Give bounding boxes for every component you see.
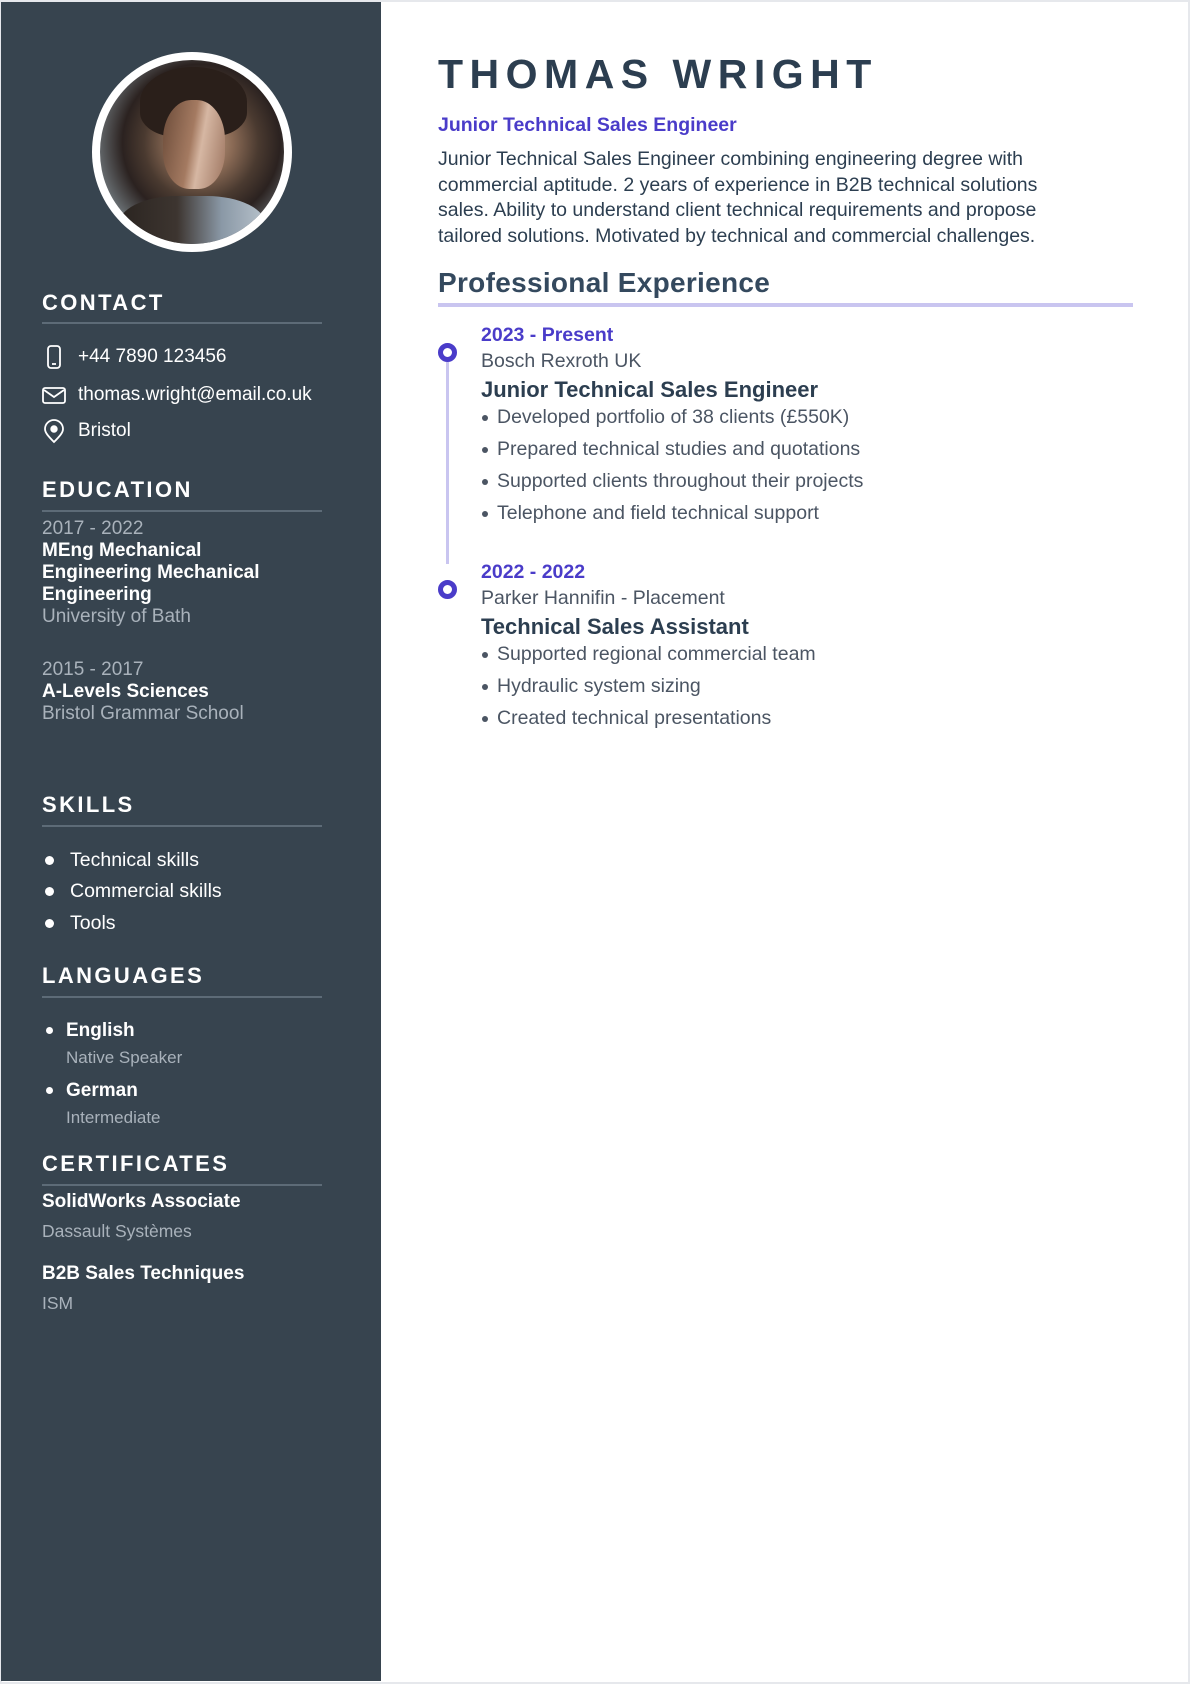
education-divider xyxy=(42,510,322,512)
candidate-name: THOMAS WRIGHT xyxy=(438,51,878,97)
job-company: Bosch Rexroth UK xyxy=(481,350,642,372)
skill-label: Tools xyxy=(70,911,116,934)
job-bullet xyxy=(482,469,863,493)
summary-line: commercial aptitude. 2 years of experience in B2B technical solutions xyxy=(438,173,1038,196)
bullet-icon xyxy=(46,1087,53,1094)
education-heading: EDUCATION xyxy=(42,477,193,502)
job-dates: 2023 - Present xyxy=(481,324,614,346)
job-bullet xyxy=(482,674,701,698)
bullet-text: Developed portfolio of 38 clients (£550K) xyxy=(497,406,850,428)
certificates-divider xyxy=(42,1184,322,1186)
summary-line: sales. Ability to understand client technical requirements and propose xyxy=(438,199,1037,222)
profile-summary xyxy=(438,147,1138,249)
job-role: Junior Technical Sales Engineer xyxy=(481,377,819,402)
bullet-text: Hydraulic system sizing xyxy=(497,675,701,697)
education-years: 2017 - 2022 xyxy=(42,518,144,539)
bullet-text: Supported clients throughout their projects xyxy=(497,470,864,492)
education-degree: Engineering Mechanical xyxy=(42,562,260,583)
bullet-icon xyxy=(45,887,54,896)
candidate-title: Junior Technical Sales Engineer xyxy=(438,114,737,136)
bullet-icon xyxy=(482,716,488,722)
bullet-text: Prepared technical studies and quotations xyxy=(497,438,861,460)
certificates-heading: CERTIFICATES xyxy=(42,1151,230,1176)
mail-icon xyxy=(41,382,67,408)
photo-face xyxy=(163,100,226,188)
languages-divider xyxy=(42,996,322,998)
skills-heading: SKILLS xyxy=(42,792,135,817)
skill-label: Commercial skills xyxy=(70,879,222,902)
contact-location xyxy=(41,417,131,445)
education-school: University of Bath xyxy=(42,606,191,627)
certificate-issuer: ISM xyxy=(42,1293,74,1313)
phone-icon xyxy=(41,344,67,370)
education-years: 2015 - 2017 xyxy=(42,659,144,680)
timeline-dot-icon xyxy=(438,580,457,599)
bullet-icon xyxy=(482,415,488,421)
phone-number: +44 7890 123456 xyxy=(78,346,227,367)
bullet-text: Telephone and field technical support xyxy=(497,502,819,524)
skill-item xyxy=(45,879,222,903)
job-role: Technical Sales Assistant xyxy=(481,614,749,639)
bullet-icon xyxy=(482,652,488,658)
bullet-icon xyxy=(482,511,488,517)
certificate-issuer: Dassault Systèmes xyxy=(42,1221,192,1241)
bullet-icon xyxy=(45,856,54,865)
sidebar xyxy=(1,2,381,1681)
contact-phone[interactable] xyxy=(41,343,226,371)
job-bullet xyxy=(482,642,816,666)
language-level: Native Speaker xyxy=(66,1048,183,1067)
language-name: English xyxy=(66,1020,135,1041)
certificate-name: SolidWorks Associate xyxy=(42,1191,241,1212)
bullet-icon xyxy=(482,684,488,690)
skills-divider xyxy=(42,825,322,827)
job-bullet xyxy=(482,405,849,429)
bullet-icon xyxy=(482,447,488,453)
bullet-icon xyxy=(482,479,488,485)
location-text: Bristol xyxy=(78,420,131,441)
education-degree: A-Levels Sciences xyxy=(42,681,209,702)
certificate-name: B2B Sales Techniques xyxy=(42,1263,245,1284)
summary-line: tailored solutions. Motivated by technical and commercial challenges. xyxy=(438,224,1036,247)
summary-line: Junior Technical Sales Engineer combining engineering degree with xyxy=(438,148,1024,170)
experience-heading: Professional Experience xyxy=(438,267,771,298)
timeline-dot-icon xyxy=(438,343,457,362)
location-pin-icon xyxy=(41,418,67,444)
skill-item xyxy=(45,848,199,872)
education-degree: MEng Mechanical xyxy=(42,540,202,561)
timeline-line xyxy=(446,362,449,564)
bullet-icon xyxy=(45,919,54,928)
language-level: Intermediate xyxy=(66,1108,161,1127)
email-address: thomas.wright@email.co.uk xyxy=(78,384,312,405)
bullet-icon xyxy=(46,1027,53,1034)
profile-photo-image xyxy=(100,60,284,244)
profile-photo xyxy=(92,52,292,252)
contact-email[interactable] xyxy=(41,381,312,409)
job-bullet xyxy=(482,706,771,730)
job-dates: 2022 - 2022 xyxy=(481,561,586,583)
education-degree: Engineering xyxy=(42,584,152,605)
education-school: Bristol Grammar School xyxy=(42,703,244,724)
job-bullet xyxy=(482,501,819,525)
job-company: Parker Hannifin - Placement xyxy=(481,587,725,609)
experience-divider xyxy=(438,303,1133,307)
photo-shirt xyxy=(118,196,265,244)
contact-heading: CONTACT xyxy=(42,290,165,315)
languages-heading: LANGUAGES xyxy=(42,963,205,988)
job-bullet xyxy=(482,437,860,461)
skill-label: Technical skills xyxy=(70,848,199,871)
bullet-text: Supported regional commercial team xyxy=(497,643,816,665)
bullet-text: Created technical presentations xyxy=(497,707,772,729)
contact-divider xyxy=(42,322,322,324)
skill-item xyxy=(45,911,116,935)
language-name: German xyxy=(66,1080,138,1101)
